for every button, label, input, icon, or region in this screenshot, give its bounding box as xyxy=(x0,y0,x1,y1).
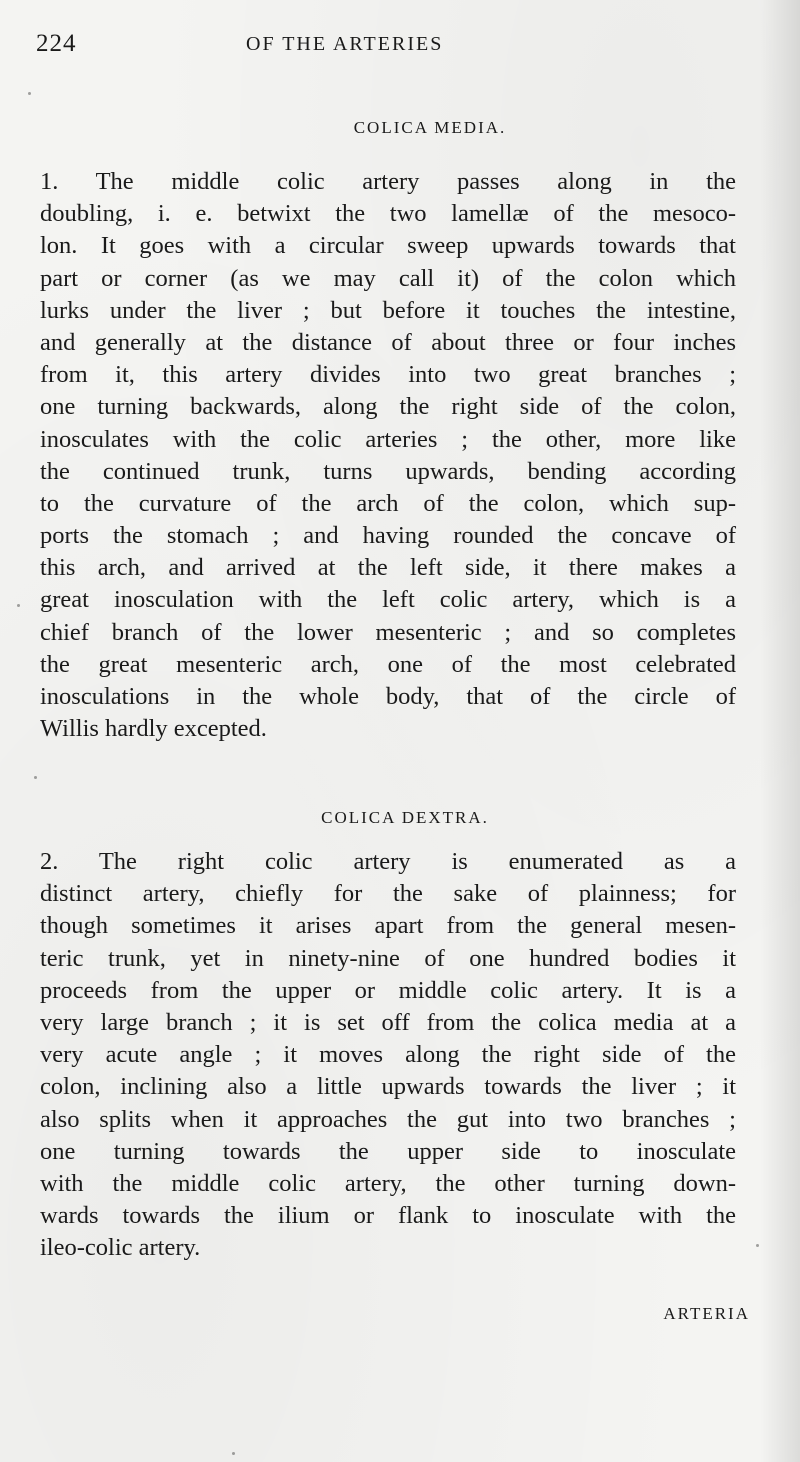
paper-speck xyxy=(34,776,37,779)
paragraph-colica-dextra xyxy=(40,846,736,1264)
section-title-colica-dextra: COLICA DEXTRA. xyxy=(321,808,489,827)
page-number: 224 xyxy=(36,30,77,57)
text-line: distinct artery, chiefly for the sake of plainness; for xyxy=(40,880,736,908)
text-line: 2. The right colic artery is enumerated as a xyxy=(40,848,736,875)
text-line: and generally at the distance of about three or four inches xyxy=(40,328,736,356)
paper-speck xyxy=(17,604,20,607)
text-line: very acute angle ; it moves along the right side of the xyxy=(40,1041,736,1069)
text-line: also splits when it approaches the gut into two branches ; xyxy=(40,1105,736,1133)
text-line: inosculates with the colic arteries ; the other, more like xyxy=(40,425,736,453)
text-line: one turning towards the upper side to inosculate xyxy=(40,1137,736,1165)
text-line: this arch, and arrived at the left side, it there makes a xyxy=(40,554,736,582)
text-line: great inosculation with the left colic artery, which is a xyxy=(40,586,736,614)
text-line: from it, this artery divides into two great branches ; xyxy=(40,361,736,389)
text-line: ileo-colic artery. xyxy=(40,1234,201,1262)
text-line: though sometimes it arises apart from the general mesen- xyxy=(40,912,736,940)
text-line: proceeds from the upper or middle colic artery. It is a xyxy=(40,976,736,1004)
section-title-colica-media: COLICA MEDIA. xyxy=(353,118,507,137)
paper-speck xyxy=(28,92,31,95)
paper-speck xyxy=(756,1244,759,1247)
text-line: ports the stomach ; and having rounded the concave of xyxy=(40,522,736,550)
text-line: to the curvature of the arch of the colon, which sup- xyxy=(40,489,736,517)
page-edge-shadow xyxy=(760,0,800,1462)
text-line: with the middle colic artery, the other turning down- xyxy=(40,1169,736,1197)
text-line: Willis hardly excepted. xyxy=(40,715,267,743)
paragraph-colica-media xyxy=(40,166,736,745)
text-line: lon. It goes with a circular sweep upwards towards that xyxy=(40,232,736,260)
text-line: one turning backwards, along the right side of the colon, xyxy=(40,393,736,421)
text-line: the continued trunk, turns upwards, bending according xyxy=(40,457,736,485)
text-line: colon, inclining also a little upwards towards the liver ; it xyxy=(40,1073,736,1101)
text-line: lurks under the liver ; but before it touches the intestine, xyxy=(40,296,736,324)
text-line: chief branch of the lower mesenteric ; and so completes xyxy=(40,618,736,646)
running-head: OF THE ARTERIES xyxy=(246,33,444,55)
text-line: teric trunk, yet in ninety-nine of one hundred bodies it xyxy=(40,944,736,972)
text-line: part or corner (as we may call it) of the colon which xyxy=(40,264,736,292)
text-line: doubling, i. e. betwixt the two lamellæ of the mesoco- xyxy=(40,200,736,228)
text-line: the great mesenteric arch, one of the most celebrated xyxy=(40,650,736,678)
text-line: 1. The middle colic artery passes along in the xyxy=(40,168,736,195)
page-header xyxy=(36,30,760,62)
text-line: inosculations in the whole body, that of the circle of xyxy=(40,683,736,710)
text-line: very large branch ; it is set off from the colica media at a xyxy=(40,1008,736,1036)
text-line: wards towards the ilium or flank to inosculate with the xyxy=(40,1202,736,1230)
paper-speck xyxy=(232,1452,235,1455)
catchword: ARTERIA xyxy=(663,1304,750,1323)
